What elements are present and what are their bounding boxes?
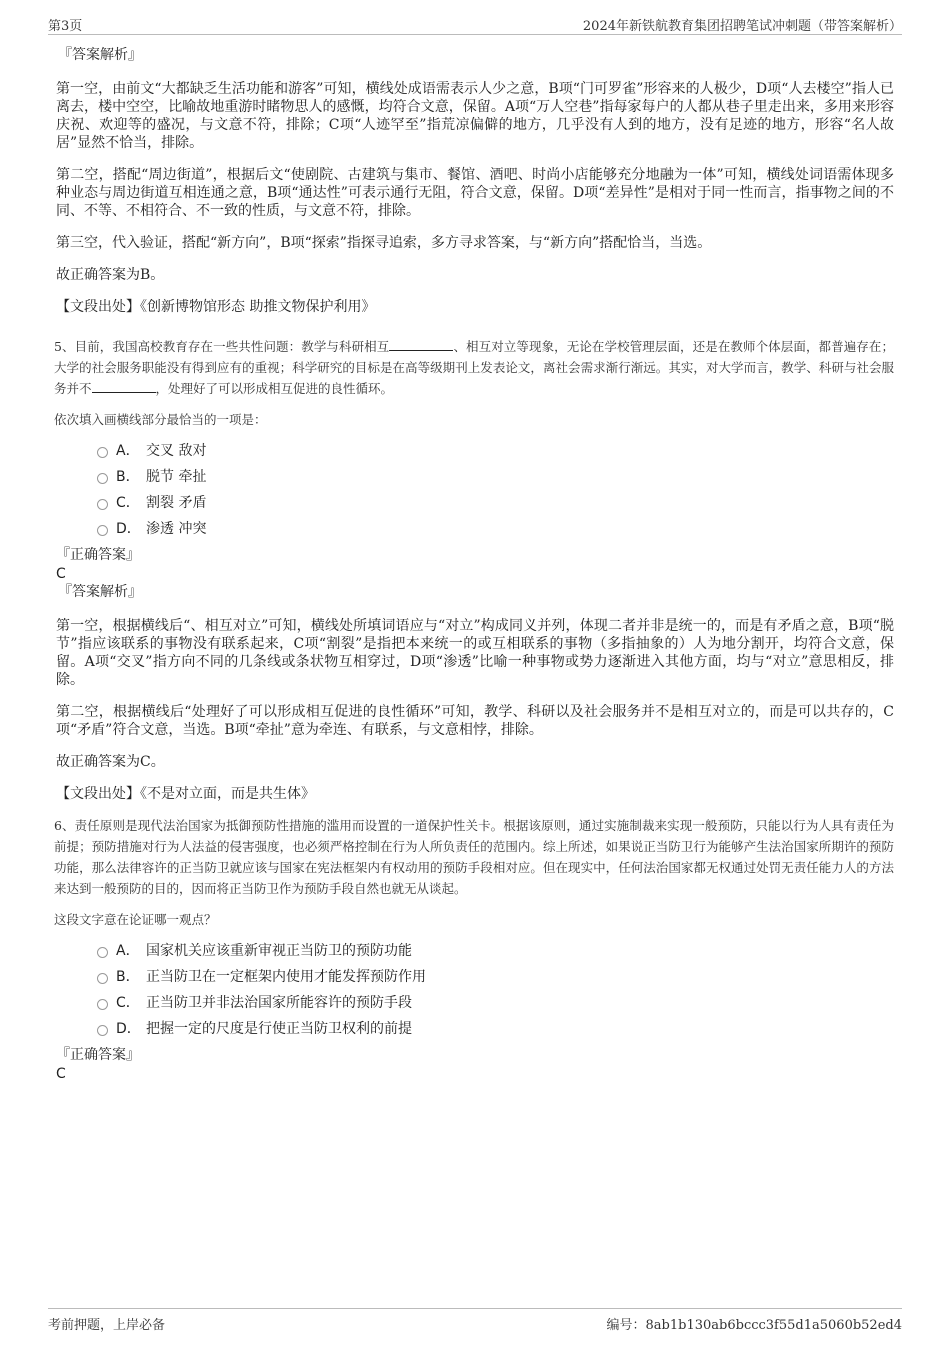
q4-analysis-label: 『答案解析』 [58, 47, 142, 63]
q5-stem [54, 336, 894, 399]
q4-analysis-p2: 第二空，搭配“周边街道”，根据后文“使剧院、古建筑与集市、餐馆、酒吧、时尚小店能够充分地融为一体”可知，横线处词语需体现多种业态与周边街道互相连通之意，B项“通达性”可表示通行无阻，符合文意，保留。D项“差异性”是相对于同一性而言，指事物之间的不同、不等、不相符合、不一致的性质，与文意不符，排除。 [56, 167, 894, 219]
q6-option-d[interactable]: D． 把握一定的尺度是行使正当防卫权利的前提 [56, 1016, 894, 1042]
q4-analysis-p1: 第一空，由前文“大都缺乏生活功能和游客”可知，横线处成语需表示人少之意，B项“门可罗雀”形容来的人极少，D项“人去楼空”指人已离去，楼中空空，比喻故地重游时睹物思人的感慨，均符合文意，保留。A项“万人空巷”指每家每户的人都从巷子里走出来，多用来形容庆祝、欢迎等的盛况，与文意不符，排除；C项“人迹罕至”指荒凉偏僻的地方，几乎没有人到的地方，没有足迹的地方，形容“名人故居”显然不恰当，排除。 [56, 81, 894, 151]
q5-option-d[interactable]: D． 渗透 冲突 [56, 516, 894, 542]
radio-icon[interactable] [97, 947, 108, 958]
q5-blank-2 [92, 380, 156, 393]
page-number: 第3页 [48, 19, 83, 34]
document-serial: 编号：8ab1b130ab6bccc3f55d1a5060b52ed4 [606, 1318, 902, 1333]
q5-source: 【文段出处】《不是对立面，而是共生体》 [56, 786, 315, 802]
q5-stem-part-b: 、相互对立等现象，无论在学校管理层面，还是在教师个体层面，都普遍存在；大学的社会服务职能没有得到应有的重视；科学研究的目标是在高等级期刊上发表论文，离社会需求渐行渐远。其实，对大学而言，教学、科研与社会服务并不 [54, 339, 894, 396]
radio-icon[interactable] [97, 447, 108, 458]
q5-option-a[interactable]: A． 交叉 敌对 [56, 438, 894, 464]
q6-correct-label: 『正确答案』 [56, 1047, 140, 1063]
q6-option-a[interactable]: A． 国家机关应该重新审视正当防卫的预防功能 [56, 938, 894, 964]
footer-slogan: 考前押题，上岸必备 [48, 1318, 166, 1333]
radio-icon[interactable] [97, 999, 108, 1010]
page-content [56, 46, 894, 1083]
q5-blank-1 [389, 338, 453, 351]
q4-conclusion: 故正确答案为B。 [56, 267, 165, 283]
q4-analysis-p3: 第三空，代入验证，搭配“新方向”，B项“探索”指探寻追索，多方寻求答案，与“新方向”搭配恰当，当选。 [56, 235, 712, 251]
radio-icon[interactable] [97, 1025, 108, 1036]
q6-correct-answer: C [56, 1066, 66, 1082]
q5-options [56, 438, 894, 542]
radio-icon[interactable] [97, 525, 108, 536]
q6-prompt: 这段文字意在论证哪一观点？ [54, 912, 217, 927]
page-footer [48, 1308, 902, 1331]
q5-analysis-p1: 第一空，根据横线后“、相互对立”可知，横线处所填词语应与“对立”构成同义并列，体现二者并非是统一的，而是有矛盾之意，B项“脱节”指应该联系的事物没有联系起来，C项“割裂”是指把本来统一的或互相联系的事物（多指抽象的）人为地分割开，均符合文意，保留。A项“交叉”指方向不同的几条线或条状物互相穿过，D项“渗透”比喻一种事物或势力逐渐进入其他方面，均与“对立”意思相反，排除。 [56, 618, 894, 688]
q5-stem-part-c: ，处理好了可以形成相互促进的良性循环。 [155, 381, 394, 396]
radio-icon[interactable] [97, 499, 108, 510]
q5-prompt: 依次填入画横线部分最恰当的一项是： [54, 412, 267, 427]
q4-source: 【文段出处】《创新博物馆形态 助推文物保护利用》 [56, 299, 376, 315]
q5-correct-answer: C [56, 566, 66, 582]
radio-icon[interactable] [97, 973, 108, 984]
q6-options [56, 938, 894, 1042]
q6-option-c[interactable]: C． 正当防卫并非法治国家所能容许的预防手段 [56, 990, 894, 1016]
q5-conclusion: 故正确答案为C。 [56, 754, 165, 770]
q5-stem-part-a: 5、目前，我国高校教育存在一些共性问题：教学与科研相互 [54, 339, 390, 354]
q5-analysis-p2: 第二空，根据横线后“处理好了可以形成相互促进的良性循环”可知，教学、科研以及社会服务并不是相互对立的，而是可以共存的，C项“矛盾”符合文意，当选。B项“牵扯”意为牵连、有联系，与文意相悖，排除。 [56, 704, 894, 738]
q5-option-b[interactable]: B． 脱节 牵扯 [56, 464, 894, 490]
q6-stem: 6、责任原则是现代法治国家为抵御预防性措施的滥用而设置的一道保护性关卡。根据该原则，通过实施制裁来实现一般预防，只能以行为人具有责任为前提；预防措施对行为人法益的侵害强度，也必须严格控制在行为人所负责任的范围内。综上所述，如果说正当防卫行为能够产生法治国家所期许的预防功能，那么法律容许的正当防卫就应该与国家在宪法框架内有权动用的预防手段相对应。但在现实中，任何法治国家都无权通过处罚无责任能力人的方法来达到一般预防的目的，因而将正当防卫作为预防手段自然也就无从谈起。 [54, 818, 894, 896]
q5-option-c[interactable]: C． 割裂 矛盾 [56, 490, 894, 516]
page-header [48, 14, 902, 35]
document-title: 2024年新铁航教育集团招聘笔试冲刺题（带答案解析） [582, 19, 902, 34]
q5-correct-label: 『正确答案』 [56, 547, 140, 563]
radio-icon[interactable] [97, 473, 108, 484]
q6-option-b[interactable]: B． 正当防卫在一定框架内使用才能发挥预防作用 [56, 964, 894, 990]
q5-analysis-label: 『答案解析』 [58, 584, 142, 600]
